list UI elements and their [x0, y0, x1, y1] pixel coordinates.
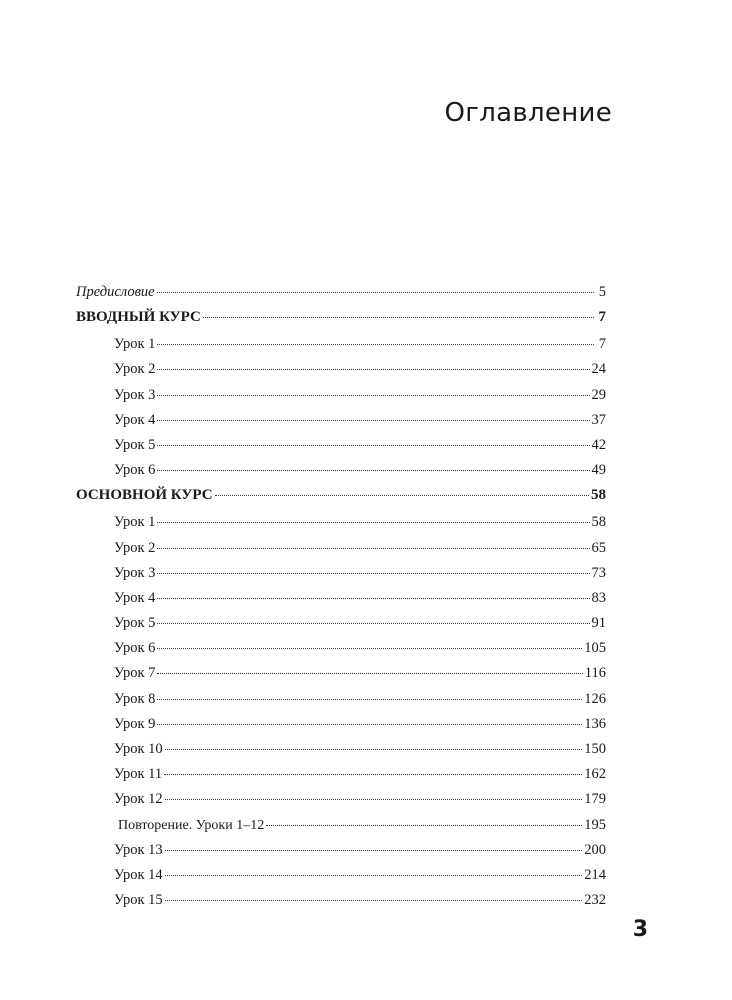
- toc-entry: [76, 791, 606, 816]
- toc-entry-page: 37: [591, 411, 606, 428]
- page-title: Оглавление: [444, 98, 612, 128]
- toc-entry-label: ОСНОВНОЙ КУРС: [76, 487, 213, 504]
- dot-leader: [157, 369, 589, 370]
- dot-leader: [157, 573, 589, 574]
- toc-entry-page: 5: [598, 284, 606, 300]
- toc-entry-label: Урок 11: [114, 766, 163, 783]
- toc-entry: [76, 387, 606, 412]
- toc-entry-page: 179: [584, 791, 606, 808]
- dot-leader: [157, 598, 589, 599]
- toc-entry-label: Урок 13: [114, 841, 163, 858]
- dot-leader: [165, 799, 583, 800]
- toc-entry-label: Урок 5: [114, 615, 156, 632]
- toc-entry-page: 29: [591, 386, 606, 403]
- toc-entry: [76, 766, 606, 791]
- toc-entry-label: Урок 9: [114, 715, 156, 732]
- toc-entry: [76, 336, 606, 361]
- dot-leader: [157, 292, 594, 293]
- toc-entry-label: Предисловие: [76, 284, 155, 300]
- toc-entry-label: Повторение. Уроки 1–12: [118, 817, 265, 833]
- toc-entry-label: Урок 2: [114, 539, 156, 556]
- toc-entry-page: 126: [584, 690, 606, 707]
- toc-entry-page: 49: [591, 462, 606, 479]
- toc-entry-page: 58: [591, 514, 606, 531]
- dot-leader: [157, 395, 589, 396]
- toc-entry-page: 232: [584, 892, 606, 909]
- toc-entry-page: 65: [591, 539, 606, 556]
- toc-entry-label: Урок 6: [114, 640, 156, 657]
- toc-entry-label: Урок 3: [114, 386, 156, 403]
- dot-leader: [157, 699, 582, 700]
- dot-leader: [157, 724, 582, 725]
- toc-entry: [76, 514, 606, 539]
- toc-entry-page: 83: [591, 589, 606, 606]
- toc-entry-page: 42: [591, 436, 606, 453]
- toc-entry-page: 116: [584, 665, 606, 682]
- toc-entry: [76, 540, 606, 565]
- toc-entry: [76, 665, 606, 690]
- toc-entry: [76, 741, 606, 766]
- toc-entry-label: Урок 14: [114, 866, 163, 883]
- toc-entry-label: Урок 8: [114, 690, 156, 707]
- toc-entry-label: Урок 6: [114, 462, 156, 479]
- toc-entry-page: 195: [584, 816, 606, 833]
- dot-leader: [165, 850, 583, 851]
- toc-entry-label: Урок 1: [114, 336, 156, 353]
- toc-entry-page: 162: [584, 766, 606, 783]
- toc-entry: [76, 867, 606, 892]
- toc-entry-label: Урок 5: [114, 436, 156, 453]
- dot-leader: [157, 470, 589, 471]
- toc-entry-page: 136: [584, 715, 606, 732]
- table-of-contents: [76, 284, 606, 917]
- toc-entry: [76, 817, 606, 842]
- dot-leader: [266, 825, 582, 826]
- toc-entry-label: Урок 12: [114, 791, 163, 808]
- toc-entry-label: ВВОДНЫЙ КУРС: [76, 309, 201, 326]
- dot-leader: [157, 420, 589, 421]
- toc-entry-label: Урок 2: [114, 361, 156, 378]
- dot-leader: [157, 445, 589, 446]
- toc-entry-page: 58: [591, 487, 606, 504]
- toc-entry: [76, 462, 606, 487]
- toc-entry: [76, 615, 606, 640]
- toc-entry-page: 73: [591, 564, 606, 581]
- dot-leader: [157, 623, 589, 624]
- toc-entry-page: 7: [598, 309, 606, 326]
- toc-entry: [76, 284, 606, 309]
- toc-entry-page: 150: [584, 741, 606, 757]
- toc-entry-label: Урок 7: [114, 665, 156, 682]
- toc-entry-page: 91: [591, 615, 606, 632]
- toc-entry: [76, 716, 606, 741]
- toc-entry-label: Урок 15: [114, 892, 163, 909]
- toc-entry: [76, 590, 606, 615]
- toc-entry: [76, 640, 606, 665]
- page-number: 3: [632, 917, 648, 942]
- toc-entry: [76, 309, 606, 336]
- toc-entry-page: 105: [584, 640, 606, 657]
- toc-entry: [76, 565, 606, 590]
- dot-leader: [165, 749, 583, 750]
- dot-leader: [215, 495, 589, 496]
- dot-leader: [165, 875, 583, 876]
- toc-entry-page: 7: [598, 336, 606, 353]
- toc-entry-page: 24: [591, 361, 606, 378]
- toc-entry: [76, 437, 606, 462]
- dot-leader: [157, 344, 594, 345]
- toc-entry-label: Урок 4: [114, 411, 156, 428]
- toc-entry: [76, 842, 606, 867]
- toc-entry: [76, 487, 606, 514]
- toc-entry: [76, 412, 606, 437]
- dot-leader: [157, 522, 589, 523]
- dot-leader: [203, 317, 594, 318]
- dot-leader: [157, 673, 582, 674]
- dot-leader: [164, 774, 582, 775]
- toc-entry-label: Урок 3: [114, 564, 156, 581]
- toc-entry: [76, 892, 606, 917]
- toc-entry-label: Урок 1: [114, 514, 156, 531]
- toc-entry-page: 200: [584, 841, 606, 858]
- dot-leader: [157, 548, 589, 549]
- dot-leader: [165, 900, 583, 901]
- toc-entry-page: 214: [584, 866, 606, 883]
- toc-entry-label: Урок 4: [114, 589, 156, 606]
- toc-entry-label: Урок 10: [114, 741, 163, 757]
- toc-entry: [76, 361, 606, 386]
- dot-leader: [157, 648, 582, 649]
- toc-entry: [76, 691, 606, 716]
